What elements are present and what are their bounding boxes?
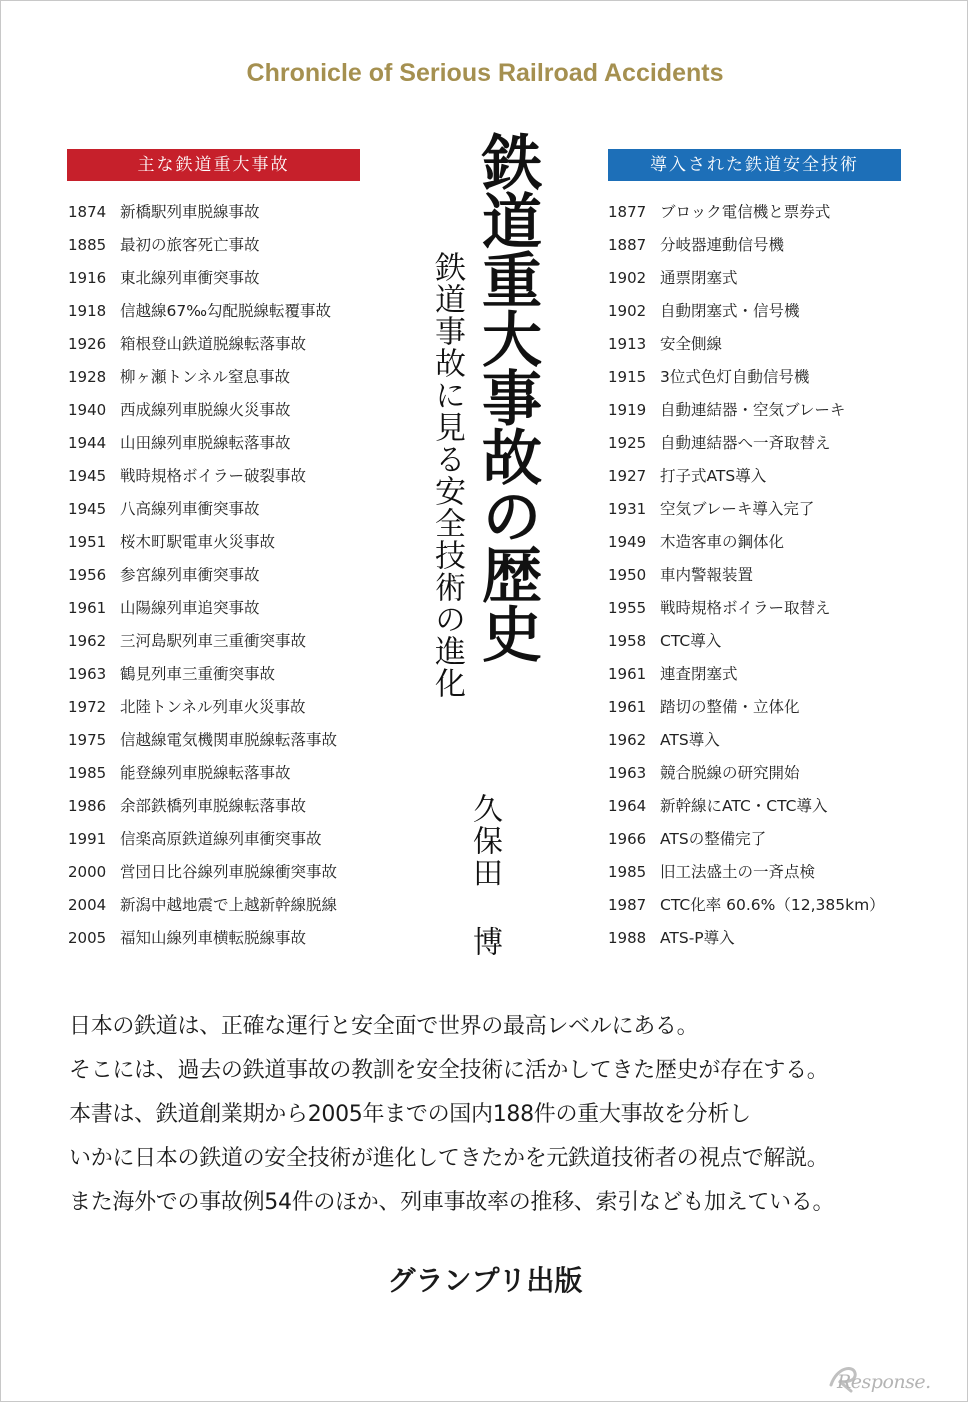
item-year: 1931: [608, 500, 647, 518]
left-column-header: 主な鉄道重大事故: [67, 149, 360, 181]
list-item: [608, 857, 908, 890]
description-line: そこには、過去の鉄道事故の教訓を安全技術に活かしてきた歴史が存在する。: [69, 1058, 829, 1083]
list-item: [68, 593, 368, 626]
english-title: Chronicle of Serious Railroad Accidents: [246, 59, 724, 87]
item-year: 1985: [608, 863, 647, 881]
item-year: 1963: [608, 764, 647, 782]
list-item: [68, 725, 368, 758]
subtitle: 鉄道事故に見る安全技術の進化: [429, 251, 465, 699]
publisher-name: グランプリ出版: [387, 1264, 583, 1297]
list-item: [608, 296, 908, 329]
item-year: 1962: [608, 731, 647, 749]
item-text: 信越線電気機関車脱線転落事故: [120, 731, 338, 749]
item-year: 1885: [68, 236, 107, 254]
list-item: [608, 725, 908, 758]
list-item: [68, 428, 368, 461]
item-text: 最初の旅客死亡事故: [120, 236, 260, 254]
item-year: 1991: [68, 830, 107, 848]
item-text: 営団日比谷線列車脱線衝突事故: [120, 863, 338, 881]
item-text: 桜木町駅電車火災事故: [120, 533, 276, 551]
list-item: [608, 593, 908, 626]
list-item: [608, 197, 908, 230]
item-year: 1956: [68, 566, 107, 584]
item-year: 1913: [608, 335, 647, 353]
item-year: 1874: [68, 203, 107, 221]
item-text: 競合脱線の研究開始: [660, 764, 800, 782]
list-item: [608, 626, 908, 659]
item-text: 新幹線にATC・CTC導入: [660, 797, 828, 815]
list-item: [608, 758, 908, 791]
item-year: 1962: [68, 632, 107, 650]
item-year: 1961: [608, 698, 647, 716]
item-year: 1887: [608, 236, 647, 254]
list-item: [68, 824, 368, 857]
item-text: 山田線列車脱線転落事故: [120, 434, 291, 452]
list-item: [68, 923, 368, 956]
item-year: 1902: [608, 269, 647, 287]
item-year: 1916: [68, 269, 107, 287]
item-year: 1975: [68, 731, 107, 749]
list-item: [68, 560, 368, 593]
list-item: [68, 329, 368, 362]
right-column-header: 導入された鉄道安全技術: [608, 149, 901, 181]
item-text: 安全側線: [660, 335, 723, 353]
list-item: [608, 824, 908, 857]
item-text: 福知山線列車横転脱線事故: [120, 929, 307, 947]
item-text: 空気ブレーキ導入完了: [660, 500, 815, 518]
list-item: [608, 560, 908, 593]
item-year: 1986: [68, 797, 107, 815]
item-text: 打子式ATS導入: [660, 467, 767, 485]
item-text: 新橋駅列車脱線事故: [120, 203, 260, 221]
item-text: 三河島駅列車三重衝突事故: [120, 632, 307, 650]
list-item: [68, 230, 368, 263]
list-item: [68, 758, 368, 791]
item-year: 1944: [68, 434, 107, 452]
description-line: 日本の鉄道は、正確な運行と安全面で世界の最高レベルにある。: [69, 1014, 699, 1039]
item-year: 1955: [608, 599, 647, 617]
item-text: 参宮線列車衝突事故: [120, 566, 260, 584]
item-year: 1945: [68, 467, 107, 485]
list-item: [608, 692, 908, 725]
item-text: 戦時規格ボイラー取替え: [660, 599, 831, 617]
item-year: 1949: [608, 533, 647, 551]
list-item: [68, 527, 368, 560]
item-year: 1945: [68, 500, 107, 518]
description-line: また海外での事故例54件のほか、列車事故率の推移、索引なども加えている。: [69, 1190, 835, 1215]
item-year: 1902: [608, 302, 647, 320]
list-item: [608, 230, 908, 263]
item-year: 1926: [68, 335, 107, 353]
item-text: 戦時規格ボイラー破裂事故: [120, 467, 307, 485]
list-item: [608, 923, 908, 956]
list-item: [68, 659, 368, 692]
item-text: 車内警報装置: [660, 566, 754, 584]
list-item: [608, 890, 908, 923]
item-year: 1877: [608, 203, 647, 221]
item-year: 1958: [608, 632, 647, 650]
description-line: 本書は、鉄道創業期から2005年までの国内188件の重大事故を分析し: [69, 1102, 751, 1127]
item-text: 鶴見列車三重衝突事故: [120, 665, 276, 683]
item-text: 北陸トンネル列車火災事故: [120, 698, 306, 716]
item-text: CTC化率 60.6%（12,385km）: [660, 896, 885, 914]
item-text: 踏切の整備・立体化: [660, 698, 800, 716]
item-year: 1964: [608, 797, 647, 815]
item-text: CTC導入: [660, 632, 722, 650]
description: [69, 1005, 909, 1225]
item-text: 信楽高原鉄道線列車衝突事故: [120, 830, 322, 848]
author-name: 久保田 博: [467, 793, 502, 958]
item-year: 1966: [608, 830, 647, 848]
item-year: 1950: [608, 566, 647, 584]
item-text: 通票閉塞式: [660, 269, 738, 287]
item-text: 能登線列車脱線転落事故: [120, 764, 291, 782]
list-item: [68, 395, 368, 428]
list-item: [68, 890, 368, 923]
item-text: 木造客車の鋼体化: [660, 533, 785, 551]
item-text: 西成線列車脱線火災事故: [120, 401, 291, 419]
item-year: 1985: [68, 764, 107, 782]
list-item: [608, 329, 908, 362]
item-year: 1961: [68, 599, 107, 617]
item-year: 1919: [608, 401, 647, 419]
item-year: 1918: [68, 302, 107, 320]
item-text: ブロック電信機と票券式: [660, 203, 831, 221]
item-year: 1972: [68, 698, 107, 716]
item-text: ATS-P導入: [660, 929, 735, 947]
watermark-logo: Response.: [837, 1371, 931, 1393]
list-item: [68, 362, 368, 395]
item-text: 自動連結器・空気ブレーキ: [660, 401, 846, 419]
accident-list: [68, 197, 368, 956]
list-item: [68, 791, 368, 824]
item-year: 1987: [608, 896, 647, 914]
item-year: 1928: [68, 368, 107, 386]
item-year: 1940: [68, 401, 107, 419]
list-item: [68, 857, 368, 890]
description-line: いかに日本の鉄道の安全技術が進化してきたかを元鉄道技術者の視点で解説。: [69, 1146, 829, 1171]
item-text: 山陽線列車追突事故: [120, 599, 260, 617]
list-item: [608, 362, 908, 395]
item-text: 3位式色灯自動信号機: [660, 368, 810, 386]
item-text: 新潟中越地震で上越新幹線脱線: [120, 896, 338, 914]
item-year: 2004: [68, 896, 107, 914]
list-item: [68, 461, 368, 494]
item-year: 1951: [68, 533, 107, 551]
item-year: 1925: [608, 434, 647, 452]
item-text: 八高線列車衝突事故: [120, 500, 260, 518]
list-item: [68, 296, 368, 329]
list-item: [608, 494, 908, 527]
item-text: ATS導入: [660, 731, 720, 749]
item-text: 自動閉塞式・信号機: [660, 302, 800, 320]
list-item: [68, 494, 368, 527]
list-item: [608, 461, 908, 494]
item-year: 1927: [608, 467, 647, 485]
item-year: 1988: [608, 929, 647, 947]
list-item: [68, 263, 368, 296]
item-year: 1963: [68, 665, 107, 683]
list-item: [68, 692, 368, 725]
item-year: 2005: [68, 929, 107, 947]
list-item: [608, 527, 908, 560]
item-text: 東北線列車衝突事故: [120, 269, 260, 287]
item-text: 自動連結器へ一斉取替え: [660, 434, 831, 452]
item-text: 箱根登山鉄道脱線転落事故: [120, 335, 307, 353]
item-text: 余部鉄橋列車脱線転落事故: [120, 797, 307, 815]
main-title: 鉄道重大事故の歴史: [472, 131, 542, 662]
item-text: 連査閉塞式: [660, 665, 738, 683]
list-item: [608, 395, 908, 428]
safety-tech-list: [608, 197, 908, 956]
list-item: [68, 626, 368, 659]
item-year: 2000: [68, 863, 107, 881]
item-text: 信越線67‰勾配脱線転覆事故: [120, 302, 332, 320]
list-item: [608, 791, 908, 824]
list-item: [608, 263, 908, 296]
item-text: 旧工法盛土の一斉点検: [660, 863, 816, 881]
list-item: [608, 659, 908, 692]
item-year: 1961: [608, 665, 647, 683]
item-text: 分岐器連動信号機: [660, 236, 785, 254]
list-item: [68, 197, 368, 230]
item-text: ATSの整備完了: [660, 830, 767, 848]
item-year: 1915: [608, 368, 647, 386]
item-text: 柳ヶ瀬トンネル窒息事故: [120, 368, 291, 386]
list-item: [608, 428, 908, 461]
